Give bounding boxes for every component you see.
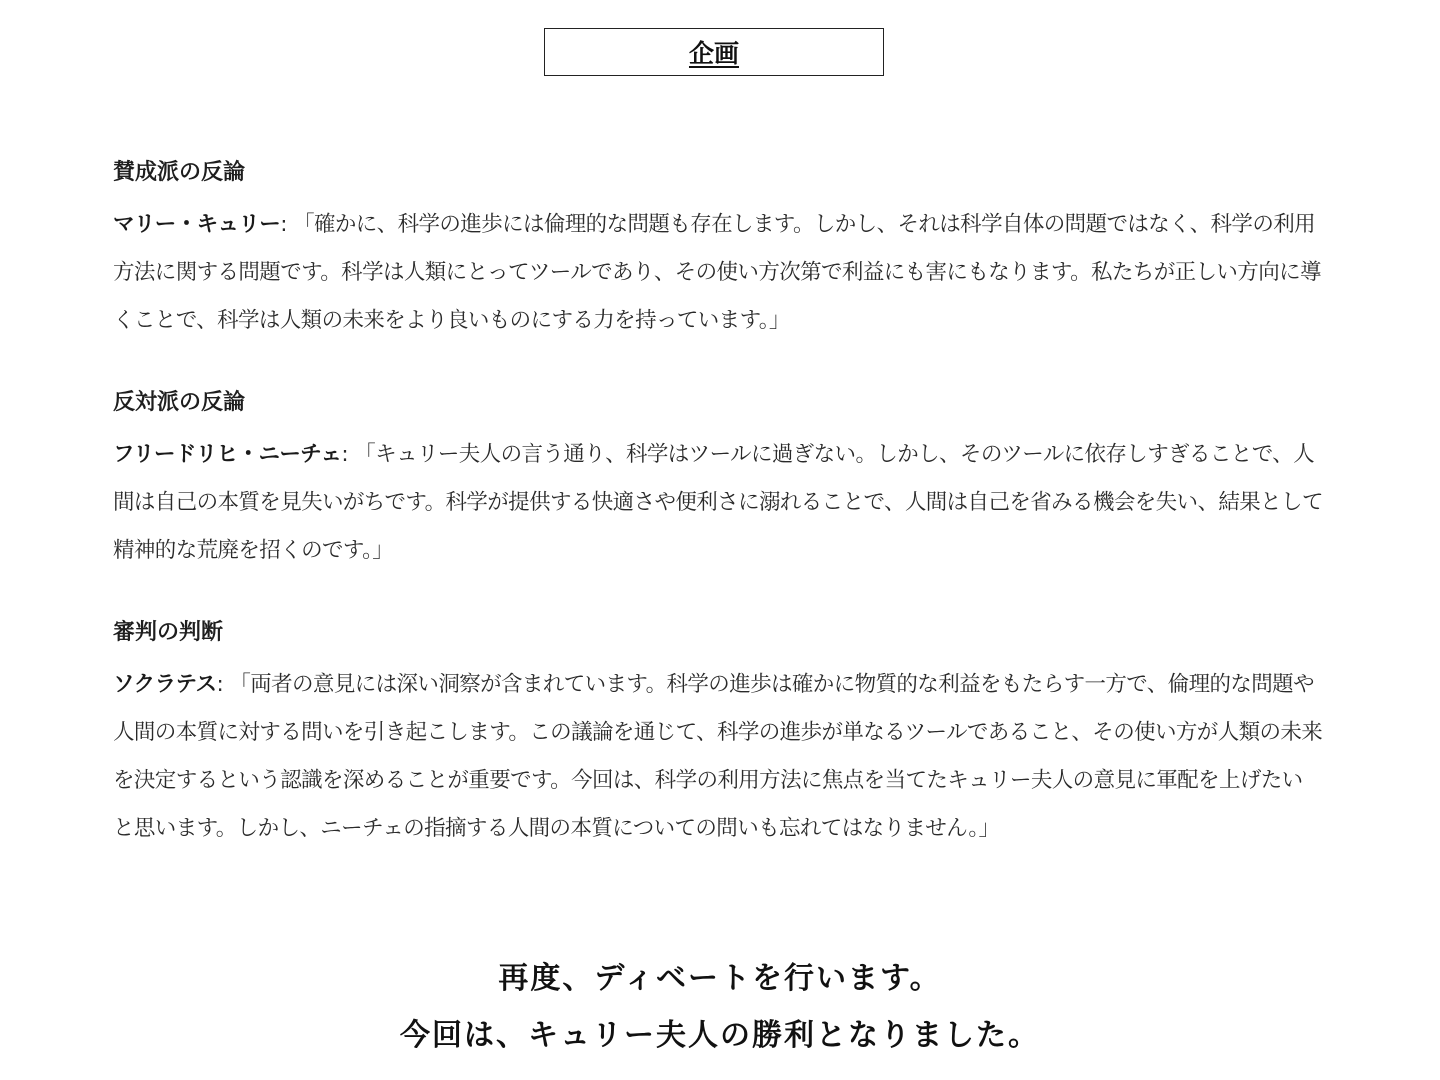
- speaker-name: ソクラテス: [113, 672, 217, 697]
- speech-paragraph: [113, 431, 1323, 575]
- section-con-rebuttal: [113, 385, 1323, 615]
- section-heading: 反対派の反論: [113, 390, 246, 415]
- speaker-name: フリードリヒ・ニーチェ: [113, 442, 342, 467]
- speaker-name: マリー・キュリー: [113, 212, 281, 237]
- section-judge-decision: [113, 615, 1323, 925]
- section-heading: 賛成派の反論: [113, 160, 246, 185]
- speech-text: : 「キュリー夫人の言う通り、科学はツールに過ぎない。しかし、そのツールに依存しすぎることで、人間は自己の本質を見失いがちです。科学が提供する快適さや便利さに溺れることで、人間は自己を省みる機会を失い、結果として精神的な荒廃を招くのです。」: [113, 442, 1323, 563]
- speech-text: : 「両者の意見には深い洞察が含まれています。科学の進歩は確かに物質的な利益をもたらす一方で、倫理的な問題や人間の本質に対する問いを引き起こします。この議論を通じて、科学の進歩が単なるツールであること、その使い方が人類の未来を決定するという認識を深めることが重要です。今回は、科学の利用方法に焦点を当てたキュリー夫人の意見に軍配を上げたいと思います。しかし、ニーチェの指摘する人間の本質についての問いも忘れてはなりません。」: [113, 672, 1323, 841]
- result-line-winner: 今回は、キュリー夫人の勝利となりました。: [400, 1018, 1040, 1053]
- debate-content: [113, 155, 1323, 925]
- title-box: [544, 28, 884, 76]
- speech-paragraph: [113, 661, 1323, 853]
- speech-paragraph: [113, 201, 1323, 345]
- page-title: 企画: [688, 39, 739, 68]
- speech-text: : 「確かに、科学の進歩には倫理的な問題も存在します。しかし、それは科学自体の問題ではなく、科学の利用方法に関する問題です。科学は人類にとってツールであり、その使い方次第で利益にも害にもなります。私たちが正しい方向に導くことで、科学は人類の未来をより良いものにする力を持っています。」: [113, 212, 1321, 333]
- section-heading: 審判の判断: [113, 620, 224, 645]
- section-pro-rebuttal: [113, 155, 1323, 385]
- result-line-retry: 再度、ディベートを行います。: [498, 961, 942, 996]
